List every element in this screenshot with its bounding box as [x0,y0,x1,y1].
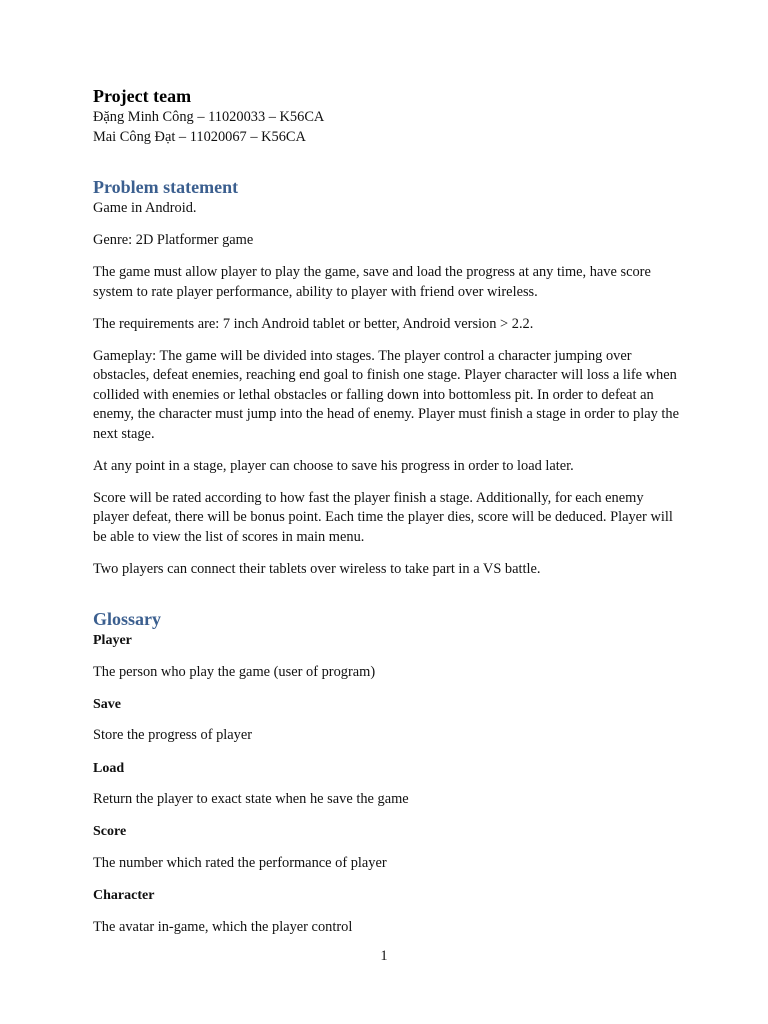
glossary-term-load: Load [93,760,125,776]
glossary-term-score: Score [93,824,127,840]
glossary-definition-load: Return the player to exact state when he save the game [93,791,409,808]
document-body [93,84,683,950]
problem-paragraph-6: At any point in a stage, player can choose to save his progress in order to load later. [93,457,574,474]
problem-paragraph-3: The game must allow player to play the game, save and load the progress at any time, have score system to rate player performance, ability to player with friend over wireless. [93,264,651,300]
problem-paragraph-8: Two players can connect their tablets over wireless to take part in a VS battle. [93,560,541,577]
problem-paragraph-7: Score will be rated according to how fast the player finish a stage. Additionally, for each enemy player defeat, there will be bonus point. Each time the player dies, score will be deduced. Player will be able to view the list of scores in main menu. [93,489,673,545]
problem-paragraph-2: Genre: 2D Platformer game [93,232,254,248]
problem-paragraph-1: Game in Android. [93,200,197,216]
problem-paragraph-4: The requirements are: 7 inch Android tablet or better, Android version > 2.2. [93,315,534,332]
glossary-term-save: Save [93,696,121,712]
glossary-definition-score: The number which rated the performance of player [93,854,387,871]
team-member-1: Đặng Minh Công – 11020033 – K56CA [93,109,325,125]
glossary-definition-player: The person who play the game (user of program) [93,663,376,680]
problem-statement-heading: Problem statement [93,177,239,197]
glossary-definition-character: The avatar in-game, which the player control [93,918,353,935]
glossary-term-character: Character [93,888,155,904]
problem-paragraph-5: Gameplay: The game will be divided into stages. The player control a character jumping over obstacles, defeat enemies, reaching end goal to finish one stage. Player character will loss a life when collided with enemies or lethal obstacles or falling down into bottomless pit. In order to defeat an enemy, the character must jump into the head of enemy. Player must finish a stage in order to play the next stage. [93,347,679,442]
glossary-heading: Glossary [93,609,162,629]
glossary-term-player: Player [93,633,132,648]
team-member-2: Mai Công Đạt – 11020067 – K56CA [93,128,306,145]
project-team-heading: Project team [93,86,192,106]
page-number: 1 [380,948,388,964]
glossary-definition-save: Store the progress of player [93,727,253,744]
